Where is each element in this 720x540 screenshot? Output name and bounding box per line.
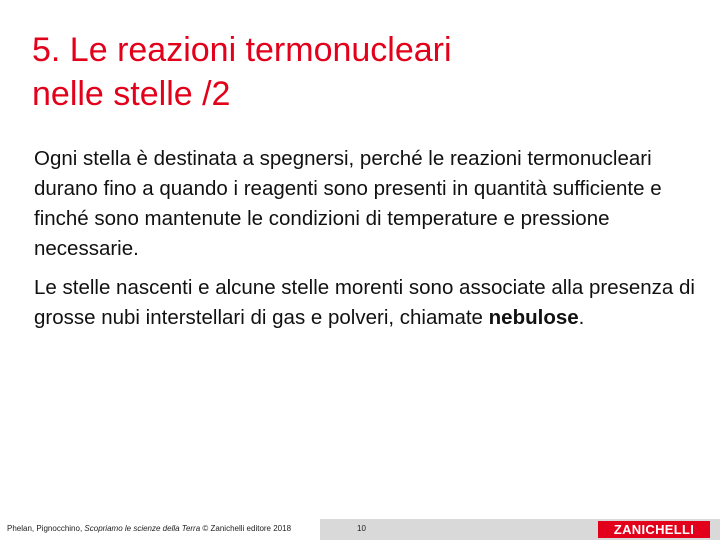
title-line-1: 5. Le reazioni termonucleari — [32, 31, 452, 69]
paragraph-2 — [34, 273, 699, 333]
term-nebulose: nebulose — [488, 306, 579, 329]
credits-book-title: Scopriamo le scienze della Terra — [84, 524, 201, 533]
footer-bar — [0, 519, 720, 540]
paragraph-1: Ogni stella è destinata a spegnersi, perché le reazioni termonucleari durano fino a quando i reagenti sono presenti in quantità sufficiente e finché sono mantenute le condizioni di temperature e pressione necessarie. — [34, 147, 662, 260]
credits-publisher: © Zanichelli editore 2018 — [202, 524, 292, 533]
title-line-2: nelle stelle /2 — [32, 75, 231, 113]
footer-credits — [7, 524, 291, 533]
paragraph-2-end: . — [578, 306, 585, 329]
page-number: 10 — [357, 524, 366, 533]
paragraph-2-text: Le stelle nascenti e alcune stelle morenti sono associate alla presenza di grosse nubi interstellari di gas e polveri, chiamate — [34, 276, 695, 329]
slide-title — [32, 28, 692, 116]
credits-authors: Phelan, Pignocchino, — [7, 524, 83, 533]
zanichelli-logo: ZANICHELLI — [598, 521, 710, 538]
